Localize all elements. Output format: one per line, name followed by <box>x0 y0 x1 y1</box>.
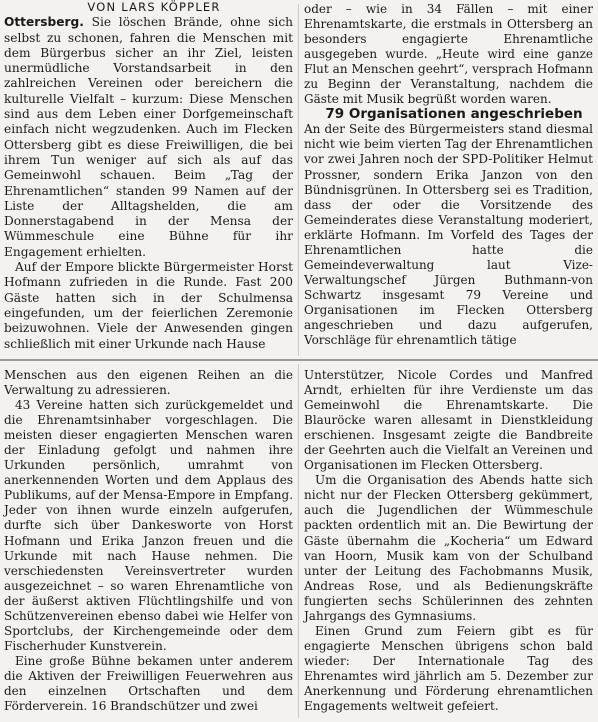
column-divider <box>298 364 299 718</box>
column-top-left <box>4 0 293 352</box>
paragraph: Auf der Empore blickte Bürgermeister Horst Hofmann zufrieden in die Runde. Fast 200 Gäste hatten sich in der Schulmensa eingefunden, um der feierlichen Zeremonie beizuwohnen. Viele der Anwesenden gingen schließlich mit einer Urkunde nach Hause <box>4 260 293 351</box>
column-bottom-left <box>4 368 293 714</box>
section-divider <box>0 359 598 361</box>
author-byline: VON LARS KÖPPLER <box>87 0 221 14</box>
paragraph: Unterstützer, Nicole Cordes und Manfred Arndt, erhielten für ihre Verdienste um das Gemeinwohl die Ehrenamtskarte. Die Blauröcke waren allesamt in Dienstkleidung erschienen. Insgesamt zeigte die Bandbreite der Geehrten auch die Vielfalt an Vereinen und Organisationen im Flecken Ottersberg. <box>304 368 593 473</box>
paragraph: Einen Grund zum Feiern gibt es für engagierte Menschen übrigens schon bald wieder: Der Internationale Tag des Ehrenamtes wird jährlich am 5. Dezember zur Anerkennung und Förderung ehrenamtlichen Engagements weltweit gefeiert. <box>304 623 593 714</box>
paragraph: 43 Vereine hatten sich zurückgemeldet und die Ehrenamtsinhaber vorgeschlagen. Die meisten dieser engagierten Menschen waren der Einladung gefolgt und nahmen ihre Urkunden persönlich, umrahmt von anerkennenden Worten und dem Applaus des Publikums, auf der Mensa-Empore in Empfang. Jeder von ihnen wurde einzeln aufgerufen, durfte sich über Dankesworte von Horst Hofmann und Erika Janzon freuen und die Urkunde mit nach Hause nehmen. Die verschiedensten Vereinsvertreter wurden ausgezeichnet – so waren Ehrenamtliche von der äußerst aktiven Flüchtlingshilfe und von Schützenvereinen ebenso dabei wie Helfer von Sportclubs, der Kirchengemeinde oder dem Fischerhuder Kunstverein. <box>4 398 294 653</box>
paragraph: Um die Organisation des Abends hatte sich nicht nur der Flecken Ottersberg gekümmert, auch die Jugendlichen der Wümmeschule packten ordentlich mit an. Die Bewirtung der Gäste übernahm die „Kocheria“ um Edward van Hoorn, Musik kam von der Schulband unter der Leitung des Fachobmanns Musik, Andreas Rose, und als Bedienungskräfte fungierten sechs Schülerinnen des zehnten Jahrgangs des Gymnasiums. <box>304 473 593 623</box>
paragraph: Menschen aus den eigenen Reihen an die Verwaltung zu adressieren. <box>4 368 293 398</box>
column-divider <box>298 4 299 356</box>
subheading: 79 Organisationen angeschrieben <box>325 106 583 123</box>
paragraph: Eine große Bühne bekamen unter anderem die Aktiven der Freiwilligen Feuerwehren aus den einzelnen Ortschaften und dem Förderverein. 16 Brandschützer und zwei <box>4 653 293 714</box>
column-top-right <box>304 2 593 348</box>
column-bottom-right <box>304 368 593 714</box>
dateline: Ottersberg. <box>4 15 84 30</box>
paragraph <box>4 15 293 260</box>
paragraph: oder – wie in 34 Fällen – mit einer Ehrenamtskarte, die erstmals in Ottersberg an besonders engagierte Ehrenamtliche ausgegeben wurde. „Heute wird eine ganze Flut an Menschen geehrt“, versprach Hofmann zu Beginn der Veranstaltung, nachdem die Gäste mit Musik begrüßt worden waren. <box>304 2 593 107</box>
paragraph: An der Seite des Bürgermeisters stand diesmal nicht wie beim vierten Tag der Ehrenamtlichen vor zwei Jahren noch der SPD-Politiker Helmut Prossner, sondern Erika Janzon von den Bündnisgrünen. In Ottersberg sei es Tradition, dass der oder die Vorsitzende des Gemeinderates diese Veranstaltung moderiert, erklärte Hofmann. Im Vorfeld des Tages der Ehrenamtlichen hatte die Gemeindeverwaltung laut Vize-Verwaltungschef Jürgen Buthmann-von Schwartz insgesamt 79 Vereine und Organisationen im Flecken Ottersberg angeschrieben und dazu aufgerufen, Vorschläge für ehrenamtlich tätige <box>304 122 593 348</box>
paragraph-text: Sie löschen Brände, ohne sich selbst zu schonen, fahren die Menschen mit dem Bürgerbus sicher an ihr Ziel, leisten unermüdliche Vorstandsarbeit in den zahlreichen Vereinen oder bereichern die kulturelle Vielfalt – kurzum: Diese Menschen sind aus dem Leben einer Dorfgemeinschaft einfach nicht wegzudenken. Auch im Flecken Ottersberg gibt es diese Freiwilligen, die bei ihrem Tun weniger auf sich als auf das Gemeinwohl schauen. Beim „Tag der Ehrenamtlichen“ standen 99 Namen auf der Liste der Alltagshelden, die am Donnerstagabend in der Mensa der Wümmeschule eine Bühne für ihr Engagement erhielten. <box>4 15 294 259</box>
